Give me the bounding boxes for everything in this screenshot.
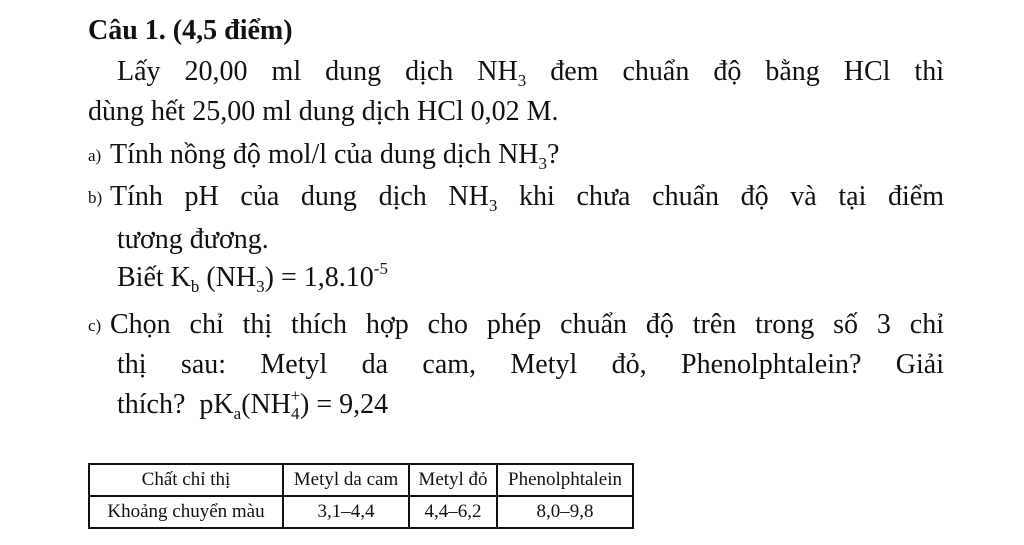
table-row [89,496,633,528]
table-header-cell: Chất chỉ thị [89,464,283,496]
part-c-line-2: thị sau: Metyl da cam, Metyl đỏ, Phenolphtalein? Giải [117,349,944,380]
part-b-label: b) [88,188,103,207]
table-cell: 3,1–4,4 [283,496,409,528]
intro-line-2: dùng hết 25,00 ml dung dịch HCl 0,02 M. [88,96,559,127]
question-heading: Câu 1. (4,5 điểm) [88,15,293,46]
part-b-given: Biết $K_b$ $(NH_3) = 1,8.10^{-5}$ [117,259,388,296]
table-cell: 4,4–6,2 [409,496,497,528]
part-b-line-2: tương đương. [117,224,269,255]
table-header-cell: Metyl đỏ [409,464,497,496]
table-cell: Khoảng chuyển màu [89,496,283,528]
indicator-table [88,463,634,529]
table-cell: 8,0–9,8 [497,496,633,528]
part-b-line-1: Tính pH của dung dịch $NH_3$ khi chưa chuẩn độ và tại điểm [110,181,944,215]
part-c-line-1: Chọn chỉ thị thích hợp cho phép chuẩn độ trên trong số 3 chỉ [110,309,944,340]
table-header-row [89,464,633,496]
table-header-cell: Phenolphtalein [497,464,633,496]
part-c-label: c) [88,316,102,335]
intro-line-1: Lấy 20,00 ml dung dịch $NH_3$ đem chuẩn độ bằng HCl thì [117,56,944,90]
part-a-text: Tính nồng độ mol/l của dung dịch $NH_3$? [110,139,560,173]
part-a-label: a) [88,146,102,165]
part-c-line-3: thích? $pK_a(NH_4^+) = 9,24$ [117,386,389,423]
table-header-cell: Metyl da cam [283,464,409,496]
